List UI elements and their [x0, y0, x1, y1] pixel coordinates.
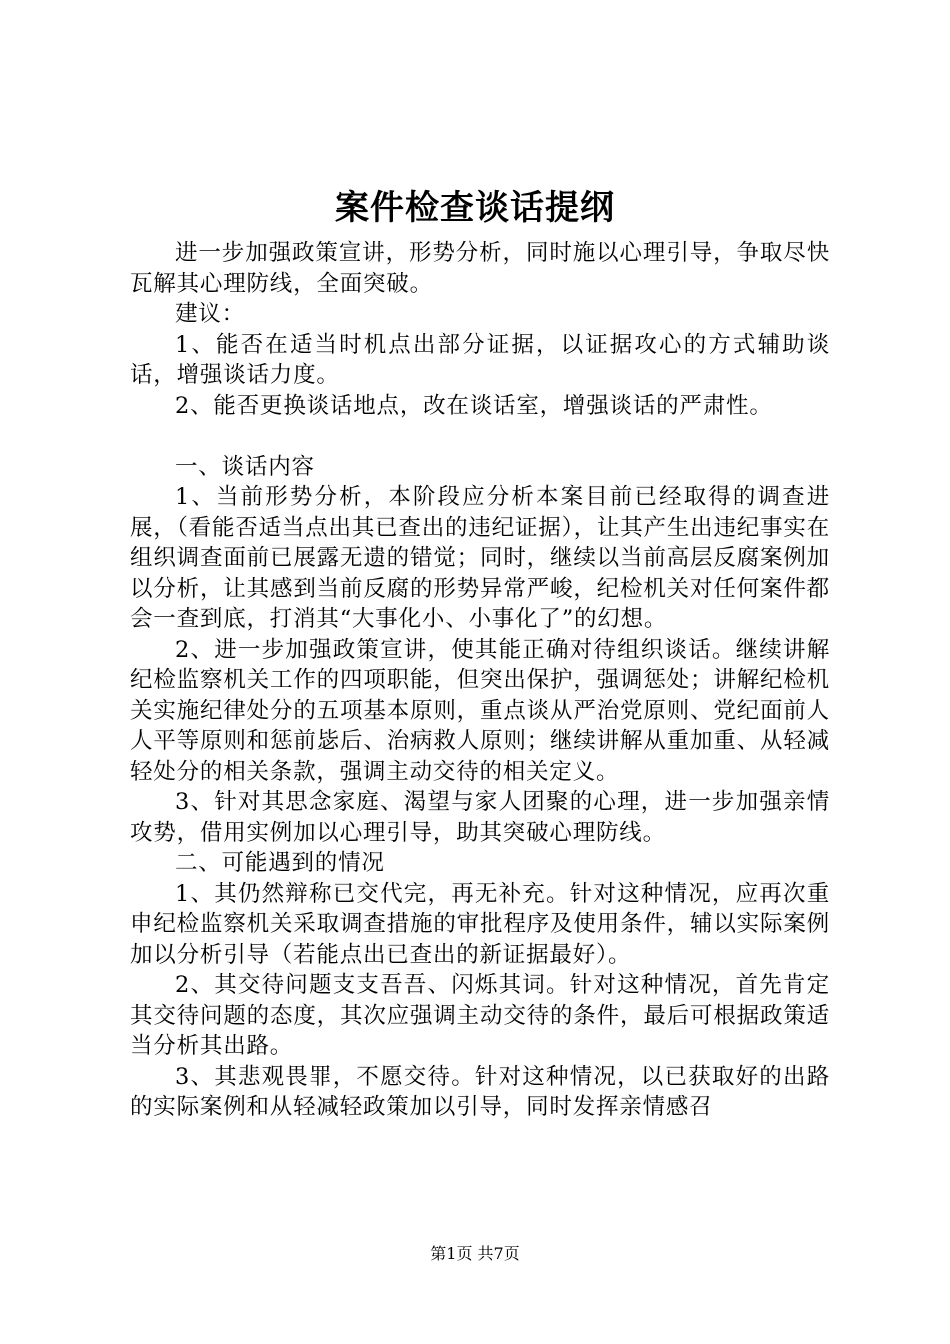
- paragraph-situation-1: 1、其仍然辩称已交代完，再无补充。针对这种情况，应再次重申纪检监察机关采取调查措施的审批程序及使用条件，辅以实际案例加以分析引导（若能点出已查出的新证据最好）。: [130, 880, 830, 968]
- section-heading-content: 一、谈话内容: [175, 453, 315, 480]
- paragraph-intro: 进一步加强政策宣讲，形势分析，同时施以心理引导，争取尽快瓦解其心理防线，全面突破。: [130, 240, 830, 297]
- document-title: 案件检查谈话提纲: [335, 188, 615, 228]
- page-number-footer: 第1页 共7页: [430, 1244, 520, 1263]
- paragraph-content-1: 1、当前形势分析，本阶段应分析本案目前已经取得的调查进展，（看能否适当点出其已查出的违纪证据），让其产生出违纪事实在组织调查面前已展露无遗的错觉；同时，继续以当前高层反腐案例加以分析，让其感到当前反腐的形势异常严峻，纪检机关对任何案件都会一查到底，打消其“大事化小、小事化了”的幻想。: [130, 484, 830, 632]
- paragraph-content-3: 3、针对其思念家庭、渴望与家人团聚的心理，进一步加强亲情攻势，借用实例加以心理引导，助其突破心理防线。: [130, 789, 830, 846]
- paragraph-content-2: 2、进一步加强政策宣讲，使其能正确对待组织谈话。继续讲解纪检监察机关工作的四项职能，但突出保护，强调惩处；讲解纪检机关实施纪律处分的五项基本原则，重点谈从严治党原则、党纪面前人人平等原则和惩前毖后、治病救人原则；继续讲解从重加重、从轻减轻处分的相关条款，强调主动交待的相关定义。: [130, 636, 830, 785]
- paragraph-situation-3: 3、其悲观畏罪，不愿交待。针对这种情况，以已获取好的出路的实际案例和从轻减轻政策加以引导，同时发挥亲情感召: [130, 1063, 830, 1120]
- paragraph-situation-2: 2、其交待问题支支吾吾、闪烁其词。针对这种情况，首先肯定其交待问题的态度，其次应强调主动交待的条件，最后可根据政策适当分析其出路。: [130, 972, 830, 1059]
- blank-line: [130, 421, 830, 452]
- document-body: [130, 238, 830, 1123]
- section-heading-situations: 二、可能遇到的情况: [175, 850, 385, 876]
- paragraph-suggestion-1: 1、能否在适当时机点出部分证据，以证据攻心的方式辅助谈话，增强谈话力度。: [130, 331, 830, 388]
- paragraph-suggestion-2: 2、能否更换谈话地点，改在谈话室，增强谈话的严肃性。: [175, 392, 773, 419]
- paragraph-suggestion-heading: 建议：: [175, 301, 245, 327]
